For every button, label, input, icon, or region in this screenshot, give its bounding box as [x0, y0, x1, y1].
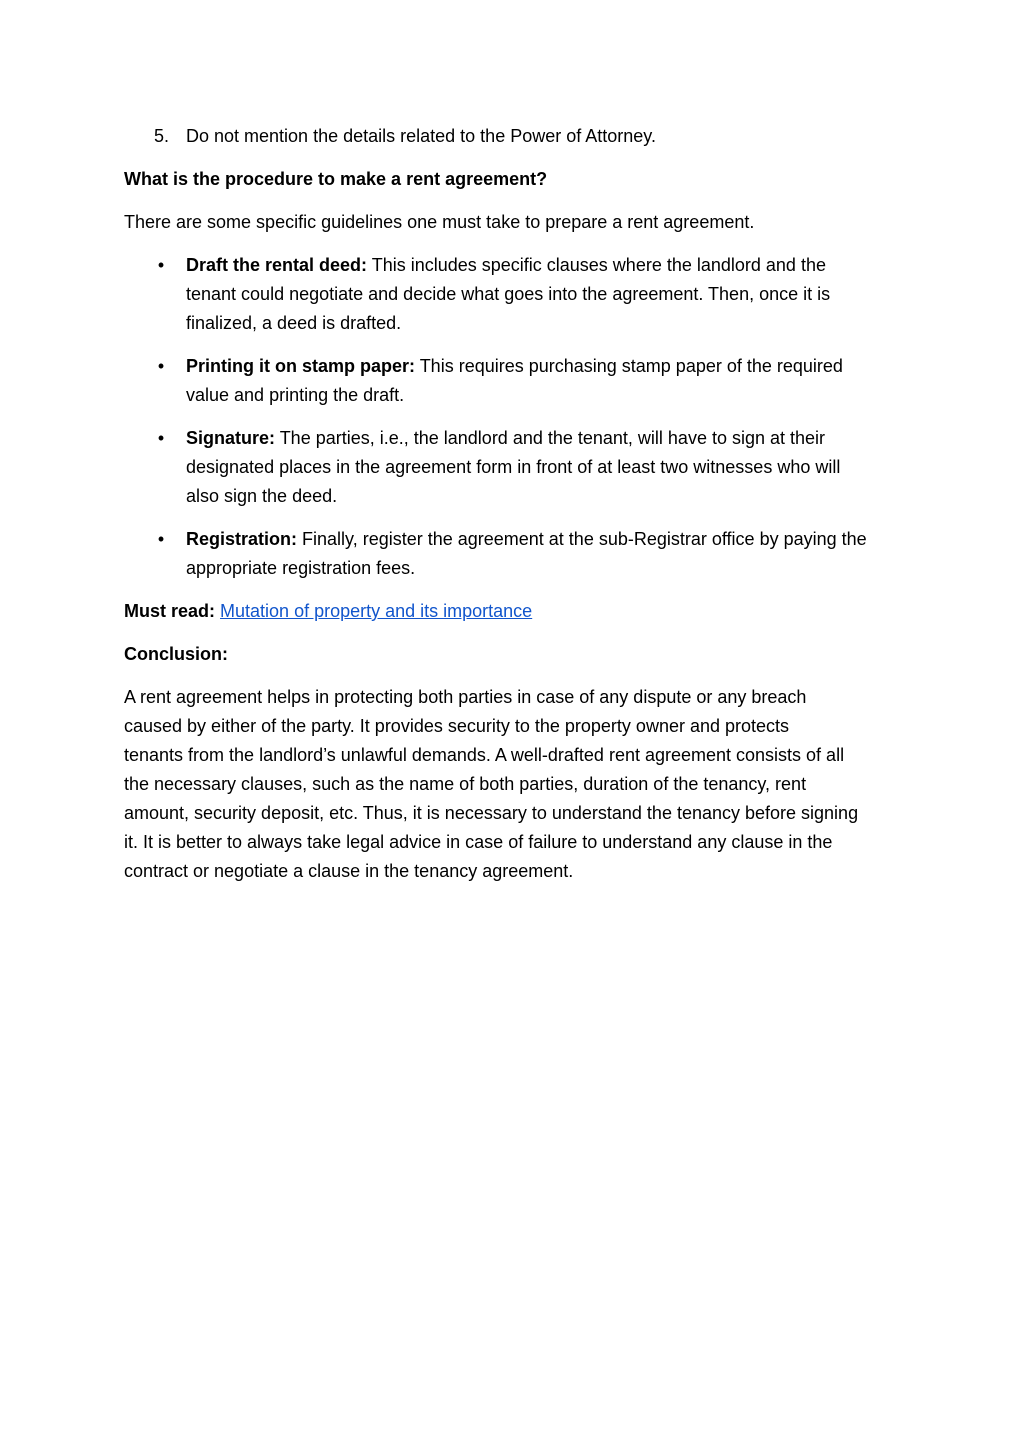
conclusion-line: A rent agreement helps in protecting both parties in case of any dispute or any breach: [124, 687, 807, 707]
conclusion-heading: Conclusion:: [124, 644, 228, 664]
bullet-title: Signature:: [186, 428, 276, 448]
list-item-text: Do not mention the details related to the Power of Attorney.: [186, 126, 656, 146]
conclusion-line: amount, security deposit, etc. Thus, it is necessary to understand the tenancy before signing: [124, 803, 859, 823]
conclusion-paragraph: [124, 683, 904, 886]
numbered-list-item: [154, 122, 656, 151]
bullet-text-line: Finally, register the agreement at the sub-Registrar office by paying the: [297, 529, 867, 549]
bullet-title: Draft the rental deed:: [186, 255, 368, 275]
bullet-title: Registration:: [186, 529, 298, 549]
bullet-text-line: appropriate registration fees.: [186, 558, 416, 578]
must-read-label: Must read:: [124, 601, 216, 621]
bullet-text-line: also sign the deed.: [186, 486, 338, 506]
conclusion-line: contract or negotiate a clause in the tenancy agreement.: [124, 861, 574, 881]
bullet-text-line: value and printing the draft.: [186, 385, 405, 405]
bullet-title: Printing it on stamp paper:: [186, 356, 416, 376]
bullet-text-line: finalized, a deed is drafted.: [186, 313, 402, 333]
procedure-heading: What is the procedure to make a rent agreement?: [124, 169, 548, 189]
conclusion-line: the necessary clauses, such as the name of both parties, duration of the tenancy, rent: [124, 774, 807, 794]
intro-paragraph: There are some specific guidelines one must take to prepare a rent agreement.: [124, 212, 755, 232]
bullet-text-line: This includes specific clauses where the landlord and the: [367, 255, 826, 275]
conclusion-line: caused by either of the party. It provides security to the property owner and protects: [124, 716, 790, 736]
bullet-text-line: The parties, i.e., the landlord and the tenant, will have to sign at their: [275, 428, 826, 448]
must-read-link[interactable]: Mutation of property and its importance: [220, 601, 533, 621]
bullet-text-line: tenant could negotiate and decide what goes into the agreement. Then, once it is: [186, 284, 831, 304]
bullet-text-line: This requires purchasing stamp paper of the required: [415, 356, 843, 376]
bullet-icon: •: [157, 428, 165, 448]
must-read-line: [124, 597, 904, 626]
list-number: 5.: [154, 126, 170, 146]
bullet-text-line: designated places in the agreement form in front of at least two witnesses who will: [186, 457, 841, 477]
bullet-icon: •: [157, 255, 165, 275]
conclusion-line: tenants from the landlord’s unlawful demands. A well-drafted rent agreement consists of all: [124, 745, 845, 765]
bullet-icon: •: [157, 356, 165, 376]
bullet-icon: •: [157, 529, 165, 549]
conclusion-line: it. It is better to always take legal advice in case of failure to understand any clause in the: [124, 832, 833, 852]
